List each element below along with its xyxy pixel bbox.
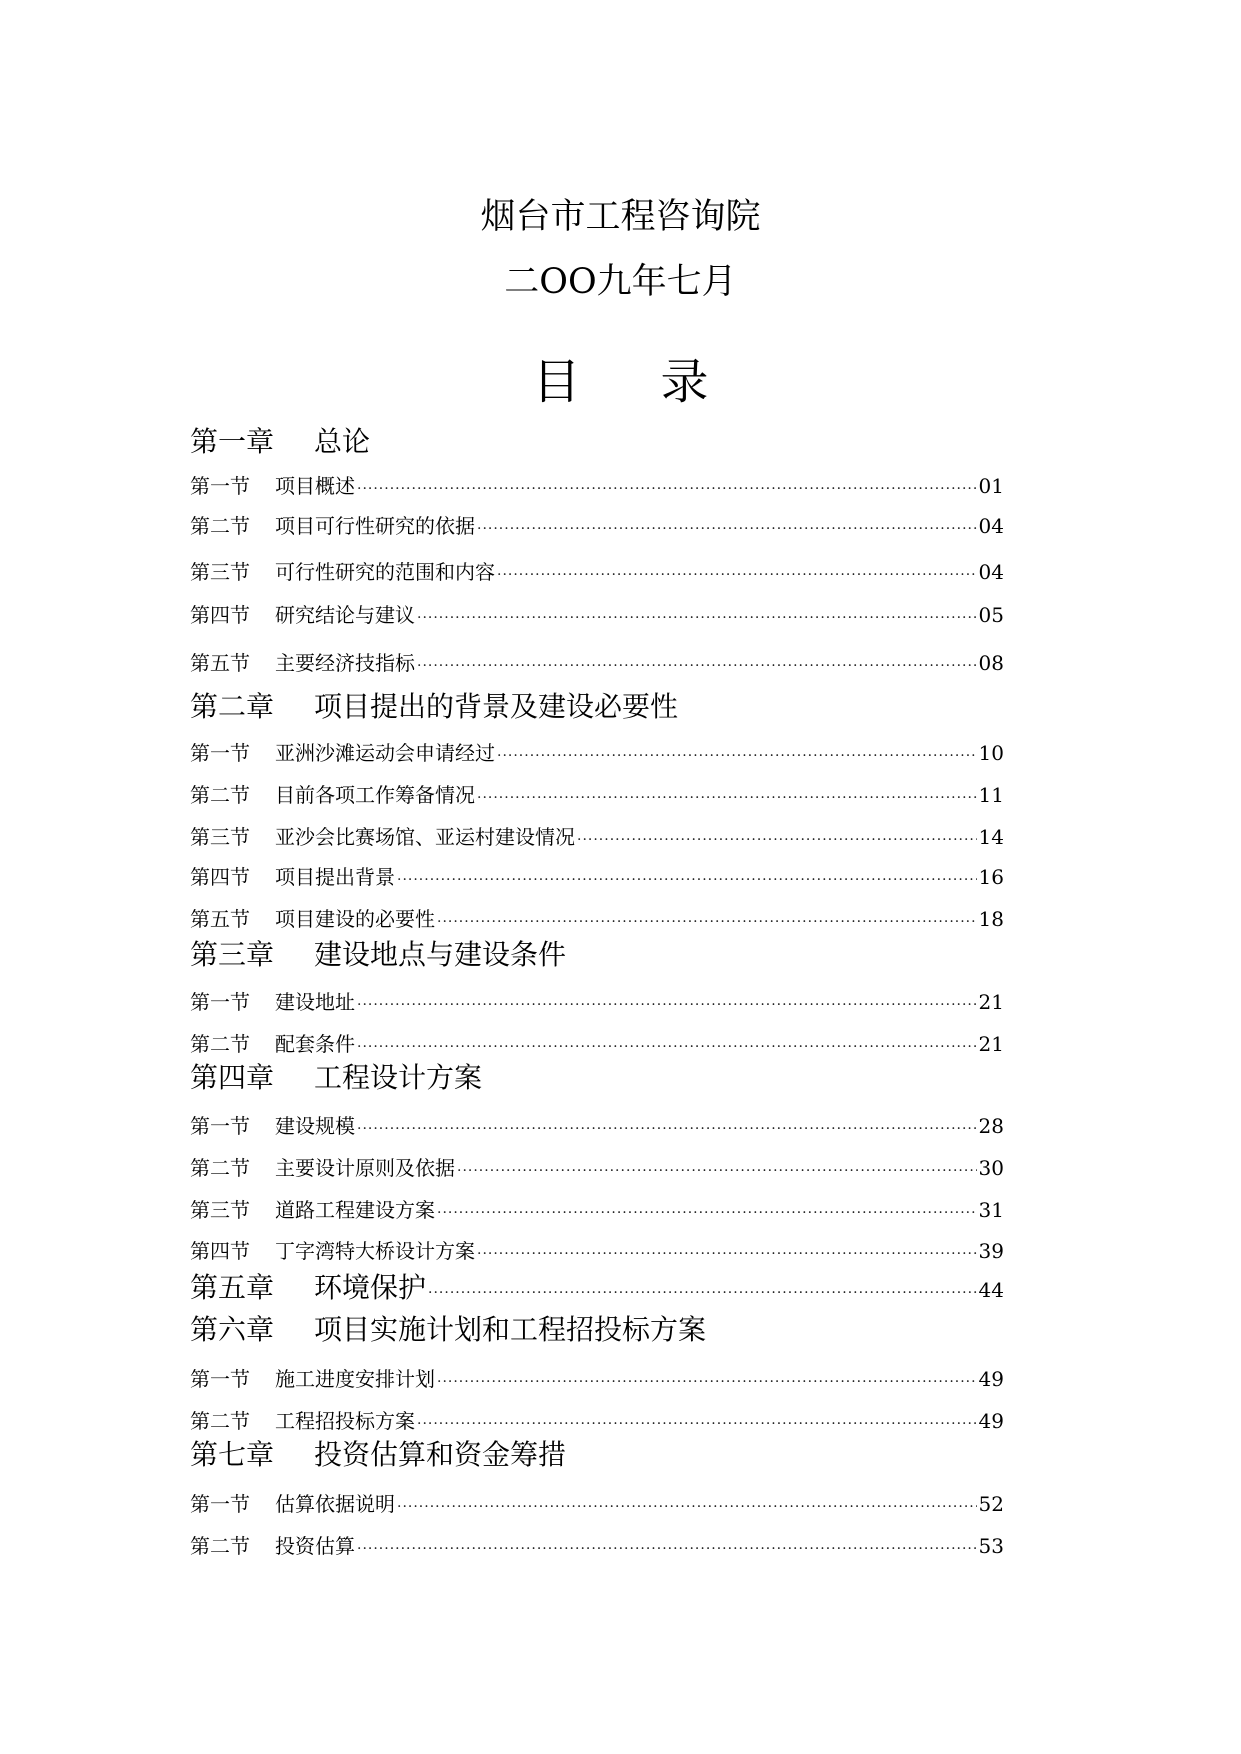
section-number: 第四节 bbox=[190, 865, 250, 889]
page-number: 49 bbox=[978, 1409, 1004, 1433]
chapter-number: 第一章 bbox=[190, 425, 275, 458]
toc-section[interactable] bbox=[190, 1237, 1004, 1268]
page-number: 49 bbox=[978, 1367, 1004, 1391]
toc-heading-part1: 目 bbox=[532, 354, 581, 410]
toc-section[interactable] bbox=[190, 739, 1004, 770]
section-number: 第四节 bbox=[190, 1239, 250, 1263]
chapter-title: 建设地点与建设条件 bbox=[314, 938, 567, 971]
chapter-number: 第六章 bbox=[190, 1313, 275, 1346]
toc-chapter[interactable] bbox=[190, 936, 1004, 974]
dot-leader bbox=[357, 1115, 977, 1143]
page-number: 21 bbox=[978, 1032, 1004, 1056]
dot-leader bbox=[417, 604, 977, 632]
document-date: 二OO九年七月 bbox=[504, 262, 737, 302]
dot-leader bbox=[417, 1410, 977, 1438]
dot-leader bbox=[437, 1368, 977, 1396]
dot-leader bbox=[477, 784, 977, 812]
toc-section[interactable] bbox=[190, 1112, 1004, 1143]
section-title: 建设地址 bbox=[275, 990, 355, 1014]
toc-chapter[interactable] bbox=[190, 1311, 1004, 1349]
dot-leader bbox=[577, 826, 977, 854]
toc-chapter[interactable] bbox=[190, 423, 1004, 461]
toc-chapter[interactable] bbox=[190, 688, 1004, 726]
toc-chapter[interactable] bbox=[190, 1436, 1004, 1474]
section-title: 工程招投标方案 bbox=[275, 1409, 415, 1433]
section-title: 投资估算 bbox=[275, 1534, 355, 1558]
toc-section[interactable] bbox=[190, 1532, 1004, 1563]
section-number: 第一节 bbox=[190, 1492, 250, 1516]
organization-name: 烟台市工程咨询院 bbox=[480, 197, 761, 237]
dot-leader bbox=[477, 1240, 977, 1268]
toc-section[interactable] bbox=[190, 558, 1004, 589]
page-number: 14 bbox=[978, 825, 1004, 849]
section-title: 亚沙会比赛场馆、亚运村建设情况 bbox=[275, 825, 575, 849]
section-title: 建设规模 bbox=[275, 1114, 355, 1138]
section-title: 施工进度安排计划 bbox=[275, 1367, 435, 1391]
toc-section[interactable] bbox=[190, 823, 1004, 854]
page-number: 10 bbox=[978, 741, 1004, 765]
section-title: 项目提出背景 bbox=[275, 865, 395, 889]
section-title: 项目可行性研究的依据 bbox=[275, 514, 475, 538]
toc-chapter[interactable] bbox=[190, 1269, 1004, 1312]
page-number: 30 bbox=[978, 1156, 1004, 1180]
page-number: 44 bbox=[978, 1278, 1004, 1302]
page-number: 39 bbox=[978, 1239, 1004, 1263]
page-number: 28 bbox=[978, 1114, 1004, 1138]
dot-leader bbox=[437, 908, 977, 936]
dot-leader bbox=[397, 866, 977, 894]
section-number: 第一节 bbox=[190, 1367, 250, 1391]
toc-section[interactable] bbox=[190, 1407, 1004, 1438]
chapter-title: 工程设计方案 bbox=[314, 1061, 483, 1094]
section-number: 第五节 bbox=[190, 907, 250, 931]
section-number: 第四节 bbox=[190, 603, 250, 627]
section-number: 第三节 bbox=[190, 825, 250, 849]
chapter-number: 第三章 bbox=[190, 938, 275, 971]
dot-leader bbox=[457, 1157, 977, 1185]
page-number: 08 bbox=[978, 651, 1004, 675]
page-number: 31 bbox=[978, 1198, 1004, 1222]
page-number: 52 bbox=[978, 1492, 1004, 1516]
toc-section[interactable] bbox=[190, 601, 1004, 632]
dot-leader bbox=[357, 991, 977, 1019]
section-number: 第一节 bbox=[190, 990, 250, 1014]
chapter-title: 环境保护 bbox=[314, 1271, 427, 1304]
section-title: 主要设计原则及依据 bbox=[275, 1156, 455, 1180]
dot-leader bbox=[497, 561, 977, 589]
section-title: 估算依据说明 bbox=[275, 1492, 395, 1516]
section-title: 丁字湾特大桥设计方案 bbox=[275, 1239, 475, 1263]
section-title: 道路工程建设方案 bbox=[275, 1198, 435, 1222]
chapter-title: 投资估算和资金筹措 bbox=[314, 1438, 567, 1471]
section-number: 第二节 bbox=[190, 1156, 250, 1180]
section-number: 第二节 bbox=[190, 1534, 250, 1558]
dot-leader bbox=[397, 1493, 977, 1521]
toc-section[interactable] bbox=[190, 905, 1004, 936]
chapter-number: 第二章 bbox=[190, 690, 275, 723]
page-number: 04 bbox=[978, 560, 1004, 584]
chapter-title: 项目提出的背景及建设必要性 bbox=[314, 690, 679, 723]
section-number: 第一节 bbox=[190, 1114, 250, 1138]
section-number: 第一节 bbox=[190, 741, 250, 765]
section-number: 第三节 bbox=[190, 560, 250, 584]
section-title: 配套条件 bbox=[275, 1032, 355, 1056]
section-number: 第二节 bbox=[190, 514, 250, 538]
section-title: 主要经济技指标 bbox=[275, 651, 415, 675]
dot-leader bbox=[497, 742, 977, 770]
toc-chapter[interactable] bbox=[190, 1059, 1004, 1097]
section-number: 第一节 bbox=[190, 474, 250, 498]
toc-section[interactable] bbox=[190, 1154, 1004, 1185]
page-number: 05 bbox=[978, 603, 1004, 627]
page-number: 16 bbox=[978, 865, 1004, 889]
toc-section[interactable] bbox=[190, 1030, 1004, 1061]
section-number: 第五节 bbox=[190, 651, 250, 675]
dot-leader bbox=[417, 652, 977, 680]
toc-section[interactable] bbox=[190, 472, 1004, 503]
page-number: 21 bbox=[978, 990, 1004, 1014]
section-number: 第二节 bbox=[190, 1409, 250, 1433]
dot-leader bbox=[357, 1535, 977, 1563]
chapter-title: 项目实施计划和工程招投标方案 bbox=[314, 1313, 707, 1346]
chapter-title: 总论 bbox=[314, 425, 371, 458]
toc-heading-part2: 录 bbox=[660, 354, 709, 410]
page-number: 01 bbox=[978, 474, 1004, 498]
toc-section[interactable] bbox=[190, 1196, 1004, 1227]
dot-leader bbox=[428, 1274, 977, 1312]
section-title: 项目建设的必要性 bbox=[275, 907, 435, 931]
section-title: 研究结论与建议 bbox=[275, 603, 415, 627]
section-title: 可行性研究的范围和内容 bbox=[275, 560, 495, 584]
chapter-number: 第四章 bbox=[190, 1061, 275, 1094]
dot-leader bbox=[357, 1033, 977, 1061]
toc-section[interactable] bbox=[190, 1490, 1004, 1521]
chapter-number: 第五章 bbox=[190, 1271, 275, 1304]
toc-section[interactable] bbox=[190, 781, 1004, 812]
chapter-number: 第七章 bbox=[190, 1438, 275, 1471]
section-title: 亚洲沙滩运动会申请经过 bbox=[275, 741, 495, 765]
section-number: 第三节 bbox=[190, 1198, 250, 1222]
dot-leader bbox=[437, 1199, 977, 1227]
page-number: 04 bbox=[978, 514, 1004, 538]
section-number: 第二节 bbox=[190, 783, 250, 807]
toc-section[interactable] bbox=[190, 863, 1004, 894]
section-number: 第二节 bbox=[190, 1032, 250, 1056]
page-number: 53 bbox=[978, 1534, 1004, 1558]
dot-leader bbox=[477, 515, 977, 543]
page-number: 11 bbox=[978, 783, 1004, 807]
toc-section[interactable] bbox=[190, 649, 1004, 680]
section-title: 项目概述 bbox=[275, 474, 355, 498]
toc-section[interactable] bbox=[190, 1365, 1004, 1396]
toc-section[interactable] bbox=[190, 512, 1004, 543]
dot-leader bbox=[357, 475, 977, 503]
section-title: 目前各项工作筹备情况 bbox=[275, 783, 475, 807]
page-number: 18 bbox=[978, 907, 1004, 931]
toc-section[interactable] bbox=[190, 988, 1004, 1019]
